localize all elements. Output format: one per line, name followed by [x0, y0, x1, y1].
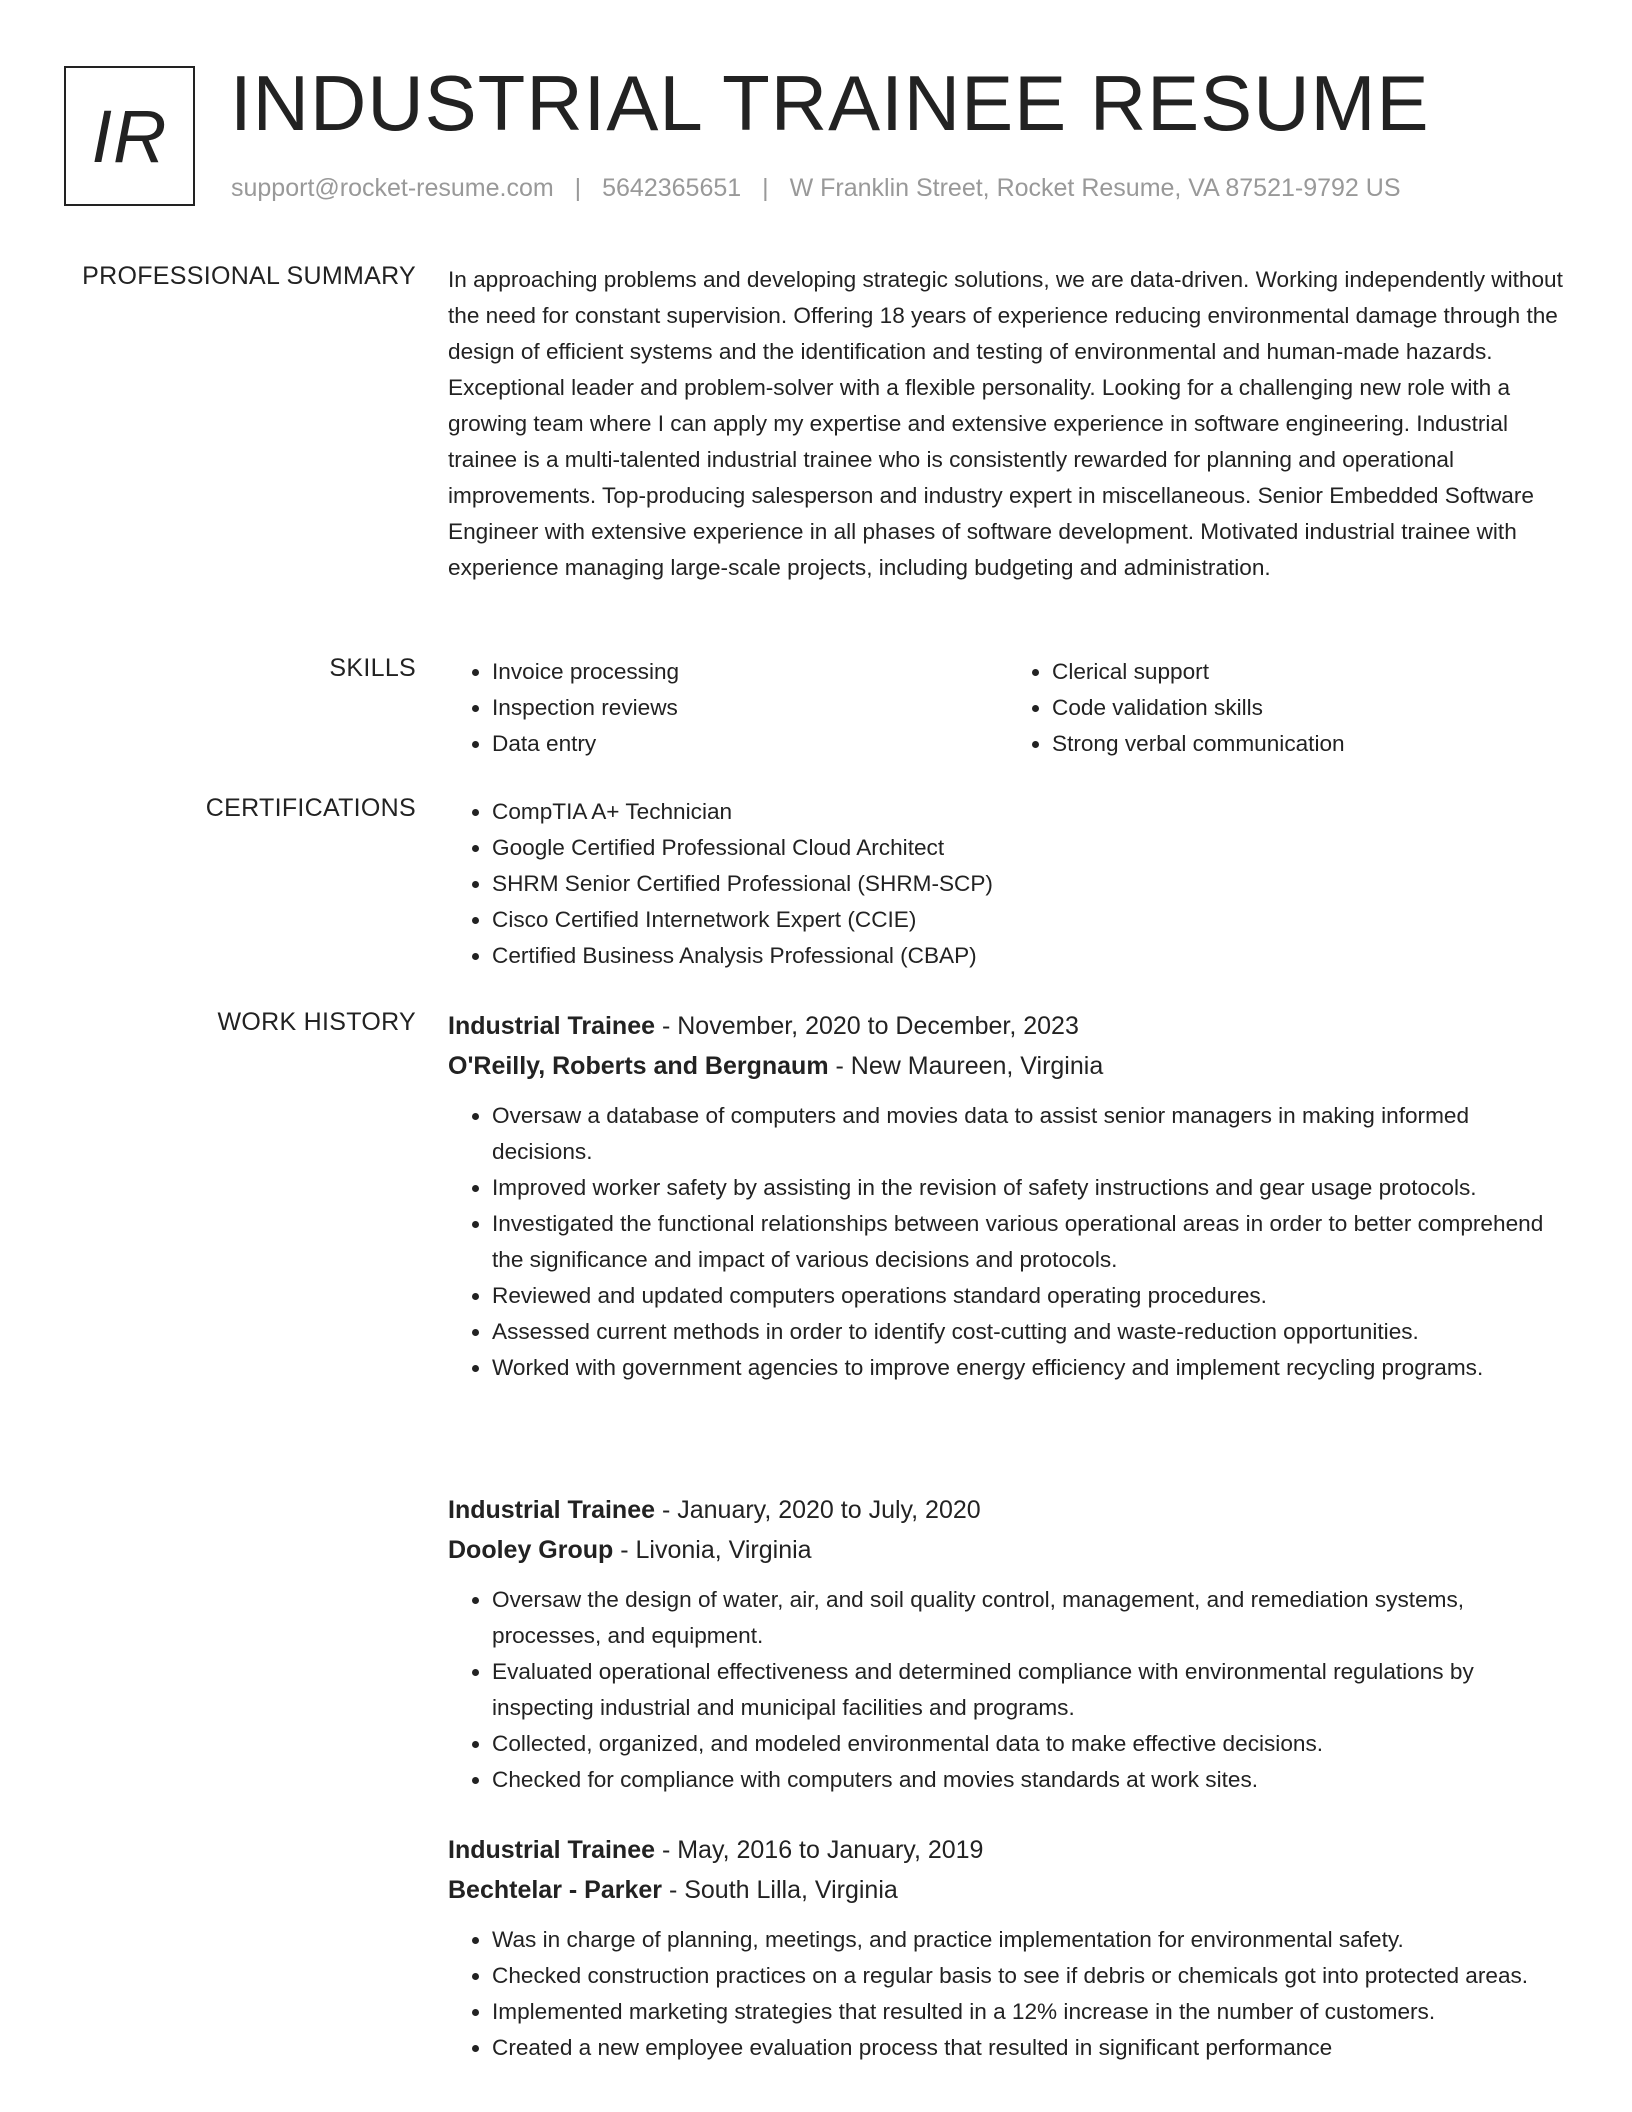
certification-item: • CompTIA A+ Technician [492, 794, 1568, 830]
skills-list-left [448, 654, 1008, 762]
summary-text: In approaching problems and developing strategic solutions, we are data-driven. Working independently without the need for constant supervision. Offering 18 years of experience reducing environmental damage through the design of efficient systems and the identification and testing of environmental and human-made hazards. Exceptional leader and problem-solver with a flexible personality. Looking for a challenging new role with a growing team where I can apply my expertise and extensive experience in software engineering. Industrial trainee is a multi-talented industrial trainee who is consistently rewarded for planning and operational improvements. Top-producing salesperson and industry expert in miscellaneous. Senior Embedded Software Engineer with extensive experience in all phases of software development. Motivated industrial trainee with experience managing large-scale projects, including budgeting and administration. [448, 267, 1563, 580]
work-history-body [448, 1830, 1568, 2066]
summary-body [448, 262, 1568, 586]
job-company-line [448, 1870, 1568, 1910]
job-entry [448, 1830, 1568, 2066]
job-duty: • Created a new employee evaluation process that resulted in significant performance [492, 2030, 1568, 2066]
skill-item: • Invoice processing [492, 654, 1008, 690]
job-duties-list [448, 1098, 1568, 1386]
skill-item: • Data entry [492, 726, 1008, 762]
job-dates: - May, 2016 to January, 2019 [655, 1836, 984, 1864]
job-duty: • Oversaw the design of water, air, and soil quality control, management, and remediation systems, processes, and equipment. [492, 1582, 1568, 1654]
work-history-body [448, 1006, 1568, 1386]
certification-item: • Cisco Certified Internetwork Expert (CCIE) [492, 902, 1568, 938]
job-dates: - January, 2020 to July, 2020 [655, 1496, 981, 1524]
contact-phone[interactable]: 5642365651 [602, 174, 742, 202]
job-entry [448, 1006, 1568, 1386]
job-title: Industrial Trainee [448, 1836, 656, 1864]
job-entry [448, 1490, 1568, 1798]
skills-list-right [1008, 654, 1568, 762]
skill-item: • Clerical support [1052, 654, 1568, 690]
job-company-line [448, 1530, 1568, 1570]
page-title: INDUSTRIAL TRAINEE RESUME [230, 59, 1430, 147]
job-location: - South Lilla, Virginia [662, 1876, 898, 1904]
job-duty: • Collected, organized, and modeled environmental data to make effective decisions. [492, 1726, 1568, 1762]
job-title-line [448, 1006, 1568, 1046]
job-duty: • Oversaw a database of computers and movies data to assist senior managers in making informed decisions. [492, 1098, 1568, 1170]
job-duty: • Was in charge of planning, meetings, and practice implementation for environmental safety. [492, 1922, 1568, 1958]
job-duty: • Improved worker safety by assisting in the revision of safety instructions and gear usage protocols. [492, 1170, 1568, 1206]
monogram-logo [64, 66, 195, 206]
job-duty: • Checked for compliance with computers and movies standards at work sites. [492, 1762, 1568, 1798]
job-title: Industrial Trainee [448, 1496, 656, 1524]
job-duties-list [448, 1582, 1568, 1798]
certification-item: • Google Certified Professional Cloud Architect [492, 830, 1568, 866]
job-dates: - November, 2020 to December, 2023 [655, 1012, 1079, 1040]
certification-item: • Certified Business Analysis Professional (CBAP) [492, 938, 1568, 974]
monogram-text: IR [91, 94, 168, 178]
contact-email[interactable]: support@rocket-resume.com [231, 174, 554, 202]
job-duty: • Assessed current methods in order to identify cost-cutting and waste-reduction opportunities. [492, 1314, 1568, 1350]
job-company: O'Reilly, Roberts and Bergnaum [448, 1052, 829, 1080]
job-duties-list [448, 1922, 1568, 2066]
job-duty: • Worked with government agencies to improve energy efficiency and implement recycling programs. [492, 1350, 1568, 1386]
contact-address: W Franklin Street, Rocket Resume, VA 87521-9792 US [789, 174, 1401, 202]
contact-separator: | [762, 174, 769, 202]
job-company: Bechtelar - Parker [448, 1876, 663, 1904]
certifications-list [448, 794, 1568, 974]
certifications-body [448, 794, 1568, 974]
job-duty: • Reviewed and updated computers operations standard operating procedures. [492, 1278, 1568, 1314]
skills-heading: SKILLS [329, 654, 416, 682]
summary-heading: PROFESSIONAL SUMMARY [82, 262, 416, 290]
job-duty: • Evaluated operational effectiveness and determined compliance with environmental regulations by inspecting industrial and municipal facilities and programs. [492, 1654, 1568, 1726]
skill-item: • Inspection reviews [492, 690, 1008, 726]
job-title-line [448, 1830, 1568, 1870]
job-company: Dooley Group [448, 1536, 614, 1564]
skill-item: • Strong verbal communication [1052, 726, 1568, 762]
work-history-body [448, 1490, 1568, 1798]
skills-body [448, 654, 1568, 762]
job-title: Industrial Trainee [448, 1012, 656, 1040]
certification-item: • SHRM Senior Certified Professional (SHRM-SCP) [492, 866, 1568, 902]
job-title-line [448, 1490, 1568, 1530]
skill-item: • Code validation skills [1052, 690, 1568, 726]
job-duty: • Investigated the functional relationships between various operational areas in order to better comprehend the significance and impact of various decisions and protocols. [492, 1206, 1568, 1278]
contact-separator: | [574, 174, 582, 202]
certifications-heading: CERTIFICATIONS [205, 794, 416, 822]
work-history-heading: WORK HISTORY [217, 1008, 416, 1036]
job-duty: • Implemented marketing strategies that resulted in a 12% increase in the number of customers. [492, 1994, 1568, 2030]
contact-line [231, 174, 1401, 203]
job-duty: • Checked construction practices on a regular basis to see if debris or chemicals got into protected areas. [492, 1958, 1568, 1994]
job-location: - New Maureen, Virginia [828, 1052, 1104, 1080]
job-company-line [448, 1046, 1568, 1086]
job-location: - Livonia, Virginia [613, 1536, 812, 1564]
